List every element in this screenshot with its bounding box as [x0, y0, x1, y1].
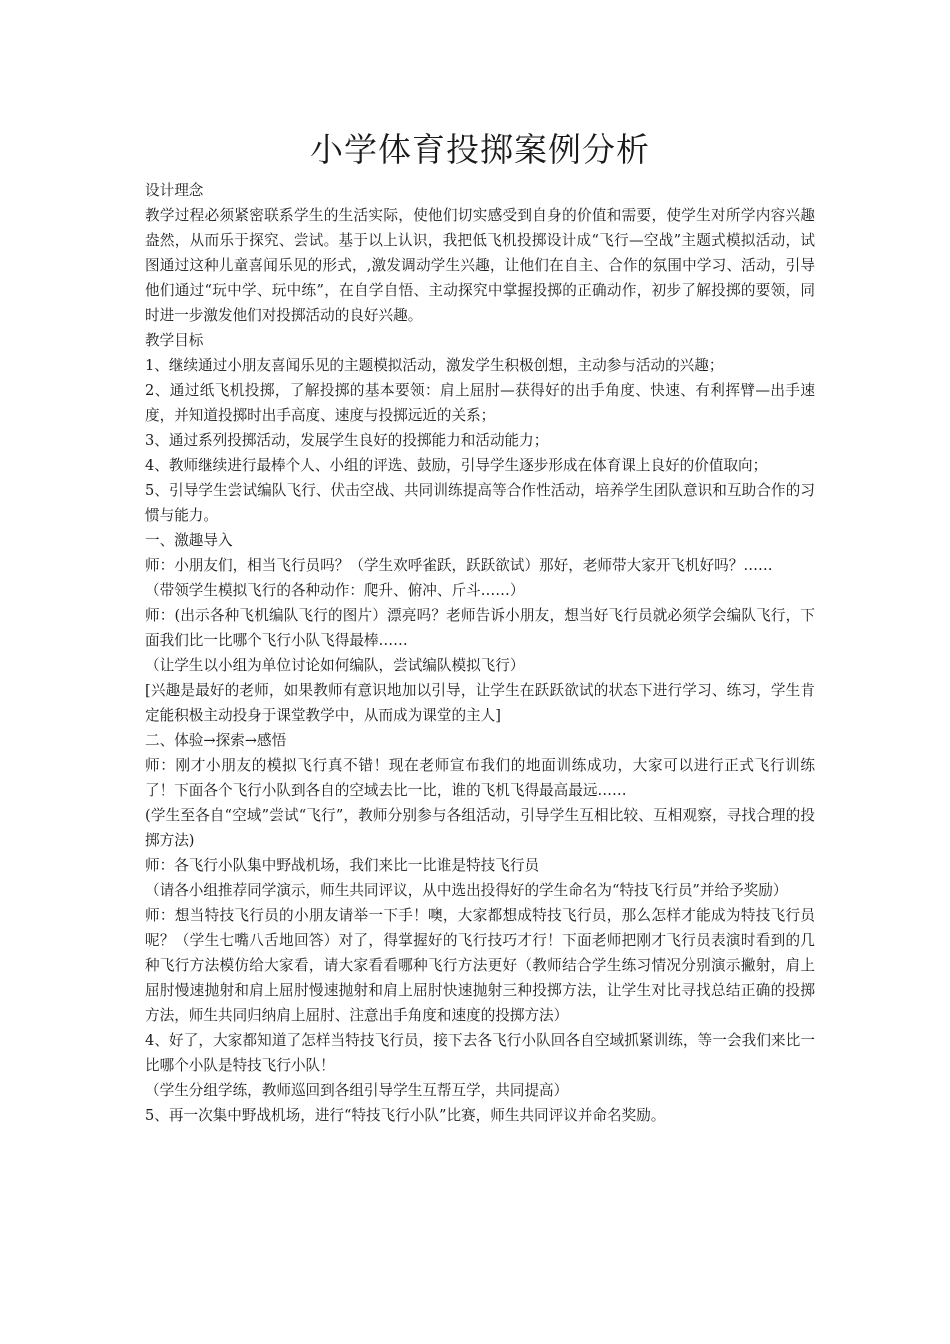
dialogue-paragraph: 师：小朋友们，相当飞行员吗？（学生欢呼雀跃，跃跃欲试）那好，老师带大家开飞机好吗？…… — [145, 557, 773, 574]
goal-item-5: 5、引导学生尝试编队飞行、伏击空战、共同训练提高等合作性活动，培养学生团队意识和互助合作的习惯与能力。 — [145, 482, 815, 524]
note-paragraph: （请各小组推荐同学演示，师生共同评议，从中选出投得好的学生命名为“特技飞行员”并给予奖励） — [145, 882, 788, 899]
commentary-paragraph: [兴趣是最好的老师，如果教师有意识地加以引导，让学生在跃跃欲试的状态下进行学习、练习，学生肯定能积极主动投身于课堂教学中，从而成为课堂的主人] — [145, 682, 815, 724]
goal-item-4: 4、教师继续进行最棒个人、小组的评选、鼓励，引导学生逐步形成在体育课上良好的价值取向； — [145, 457, 768, 474]
document-title: 小学体育投掷案例分析 — [310, 130, 650, 169]
dialogue-paragraph: 师：想当特技飞行员的小朋友请举一下手！噢，大家都想成特技飞行员，那么怎样才能成为特技飞行员呢？（学生七嘴八舌地回答）对了，得掌握好的飞行技巧才行！下面老师把刚才飞行员表演时看到的几种飞行方法模仿给大家看，请大家看看哪种飞行方法更好（教师结合学生练习情况分别演示撇射，肩上屈肘慢速抛射和肩上屈肘慢速抛射和肩上屈肘快速抛射三种投掷方法，让学生对比寻找总结正确的投掷方法，师生共同归纳肩上屈肘、注意出手角度和速度的投掷方法） — [145, 907, 815, 1024]
heading-design-concept: 设计理念 — [145, 182, 204, 199]
note-paragraph: (学生至各自“空域”尝试“飞行”，教师分别参与各组活动，引导学生互相比较、互相观察，寻找合理的投掷方法) — [145, 807, 815, 849]
step-item-5: 5、再一次集中野战机场，进行“特技飞行小队”比赛，师生共同评议并命名奖励。 — [145, 1107, 666, 1124]
heading-teaching-goals: 教学目标 — [145, 332, 204, 349]
step-item-4: 4、好了，大家都知道了怎样当特技飞行员，接下去各飞行小队回各自空域抓紧训练，等一会我们来比一比哪个小队是特技飞行小队！ — [145, 1032, 815, 1074]
dialogue-paragraph: 师：刚才小朋友的模拟飞行真不错！现在老师宣布我们的地面训练成功，大家可以进行正式飞行训练了！下面各个飞行小队到各自的空域去比一比，谁的飞机飞得最高最远…… — [145, 757, 815, 799]
note-paragraph: （带领学生模拟飞行的各种动作：爬升、俯冲、斤斗……） — [145, 582, 525, 599]
goal-item-3: 3、通过系列投掷活动，发展学生良好的投掷能力和活动能力； — [145, 432, 549, 449]
document-body — [145, 178, 815, 1128]
section-heading-2: 二、体验→探索→感悟 — [145, 732, 287, 749]
section-heading-1: 一、激趣导入 — [145, 532, 233, 549]
dialogue-paragraph: 师：各飞行小队集中野战机场，我们来比一比谁是特技飞行员 — [145, 857, 540, 874]
document-page — [145, 128, 815, 1128]
dialogue-paragraph: 师：(出示各种飞机编队飞行的图片）漂亮吗？老师告诉小朋友，想当好飞行员就必须学会编队飞行，下面我们比一比哪个飞行小队飞得最棒…… — [145, 607, 815, 649]
note-paragraph: （学生分组学练，教师巡回到各组引导学生互帮互学，共同提高） — [145, 1082, 569, 1099]
goal-item-1: 1、继续通过小朋友喜闻乐见的主题模拟活动，激发学生积极创想，主动参与活动的兴趣； — [145, 357, 724, 374]
goal-item-2: 2、通过纸飞机投掷，了解投掷的基本要领：肩上屈肘—获得好的出手角度、快速、有利挥臂—出手速度，并知道投掷时出手高度、速度与投掷远近的关系； — [145, 382, 815, 424]
note-paragraph: （让学生以小组为单位讨论如何编队，尝试编队模拟飞行） — [145, 657, 525, 674]
paragraph-design-concept: 教学过程必须紧密联系学生的生活实际，使他们切实感受到自身的价值和需要，使学生对所学内容兴趣盎然，从而乐于探究、尝试。基于以上认识，我把低飞机投掷设计成“飞行—空战”主题式模拟活动，试图通过这种儿童喜闻乐见的形式，,激发调动学生兴趣，让他们在自主、合作的氛围中学习、活动，引导他们通过“玩中学、玩中练”，在自学自悟、主动探究中掌握投掷的正确动作，初步了解投掷的要领，同时进一步激发他们对投掷活动的良好兴趣。 — [145, 207, 815, 324]
